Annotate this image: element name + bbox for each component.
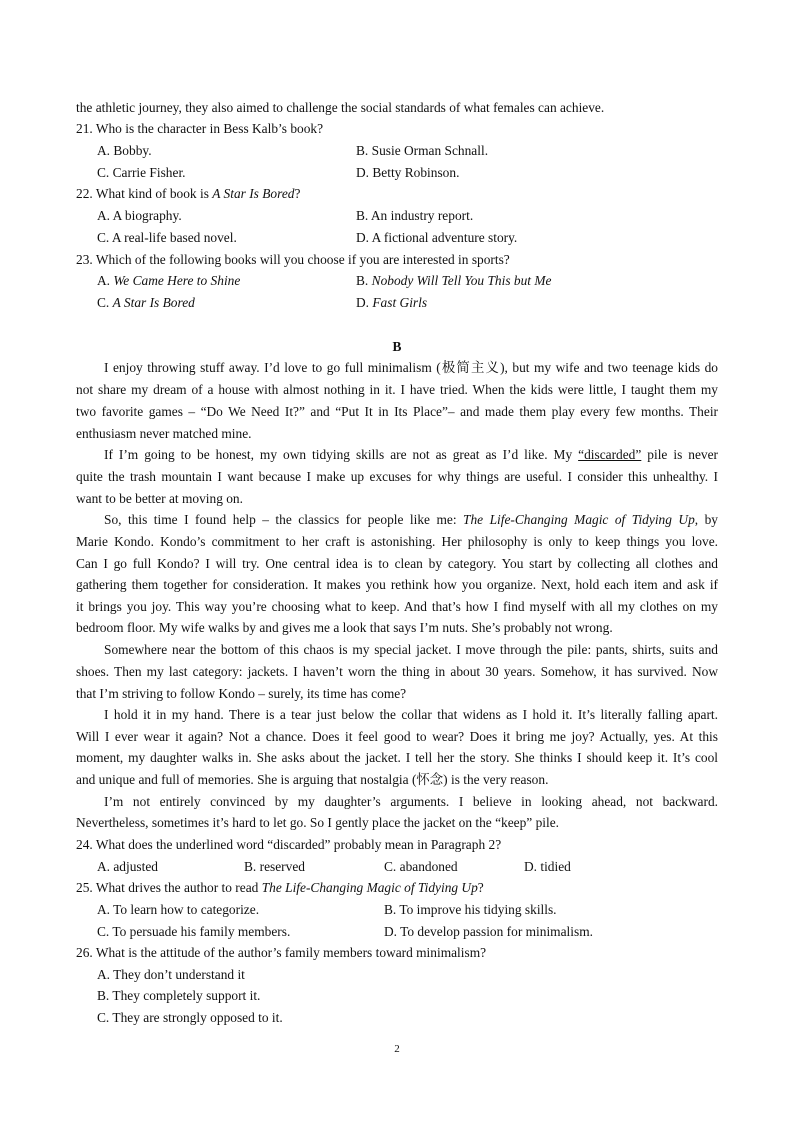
q22-suffix: ? xyxy=(294,186,301,201)
q25-option-d: D. To develop passion for minimalism. xyxy=(384,924,593,939)
q23-c-letter: C. xyxy=(97,295,113,310)
p3-line-2: Marie Kondo. Kondo’s commitment to her craft is astonishing. Her philosophy is only to keep things you love. xyxy=(76,534,718,549)
question-23: 23. Which of the following books will you choose if you are interested in sports? xyxy=(76,252,510,267)
q21-option-b: B. Susie Orman Schnall. xyxy=(356,143,489,158)
question-25 xyxy=(76,880,718,896)
q22-option-a: A. A biography. xyxy=(97,208,182,223)
q24-option-d: D. tidied xyxy=(524,859,571,874)
p3-line-4: gathering them together for consideration. It makes you rethink how you organize. Next, hold each item and ask if xyxy=(76,577,718,592)
p5-line-2: Will I ever wear it again? Not a chance. Does it feel good to wear? Does it bring me joy? Actually, yes. At this xyxy=(76,729,718,744)
q23-a-title: We Came Here to Shine xyxy=(113,273,241,288)
intro-line: the athletic journey, they also aimed to challenge the social standards of what females can achieve. xyxy=(76,100,605,115)
q24-option-a: A. adjusted xyxy=(97,859,158,874)
p3-line-5: it brings you joy. This way you’re choosing what to keep. And that’s how I find myself with all my clothes on my xyxy=(76,599,718,614)
q25-option-b: B. To improve his tidying skills. xyxy=(384,902,557,917)
section-heading-b: B xyxy=(392,339,402,354)
p3-line-1 xyxy=(104,512,718,528)
q22-prefix: 22. What kind of book is xyxy=(76,186,213,201)
p4-line-2: shoes. Then my last category: jackets. I haven’t worn the thing in about 30 years. Somehow, it has survived. Now xyxy=(76,664,718,679)
q23-b-title: Nobody Will Tell You This but Me xyxy=(371,273,552,288)
q23-a-letter: A. xyxy=(97,273,114,288)
q25-option-c: C. To persuade his family members. xyxy=(97,924,291,939)
q22-option-b: B. An industry report. xyxy=(356,208,474,223)
book-title-kondo: The Life-Changing Magic of Tidying Up xyxy=(463,512,695,527)
p5-line-4: and unique and full of memories. She is arguing that nostalgia (怀念) is the very reason. xyxy=(76,772,549,787)
p2-line-1-a: If I’m going to be honest, my own tidying skills are not as great as I’d like. My xyxy=(104,447,579,462)
q22-option-d: D. A fictional adventure story. xyxy=(356,230,518,245)
q26-option-c: C. They are strongly opposed to it. xyxy=(97,1010,283,1025)
p2-line-1 xyxy=(104,447,718,463)
p3-line-1-b: , by xyxy=(694,512,718,527)
underlined-word-discarded: “discarded” xyxy=(578,447,642,462)
q23-option-b xyxy=(356,273,551,289)
p2-line-2: quite the trash mountain I want because I make up excuses for why things are useful. I consider this unhealthy. I xyxy=(76,469,718,484)
p4-line-1: Somewhere near the bottom of this chaos is my special jacket. I move through the pile: pants, shirts, suits and xyxy=(104,642,718,657)
p1-line-2: not share my dream of a house with almost nothing in it. I have tried. When the kids were little, I taught them my xyxy=(76,382,718,397)
q25-prefix: 25. What drives the author to read xyxy=(76,880,262,895)
q25-book-title: The Life-Changing Magic of Tidying Up xyxy=(261,880,478,895)
q22-book-title: A Star Is Bored xyxy=(212,186,295,201)
p3-line-1-a: So, this time I found help – the classics for people like me: xyxy=(104,512,464,527)
p6-line-2: Nevertheless, sometimes it’s hard to let go. So I gently place the jacket on the “keep” pile. xyxy=(76,815,560,830)
q23-d-title: Fast Girls xyxy=(372,295,428,310)
q21-option-c: C. Carrie Fisher. xyxy=(97,165,186,180)
q25-option-a: A. To learn how to categorize. xyxy=(97,902,260,917)
q23-c-title: A Star Is Bored xyxy=(112,295,195,310)
q24-option-b: B. reserved xyxy=(244,859,305,874)
p4-line-3: that I’m striving to follow Kondo – surely, its time has come? xyxy=(76,686,407,701)
q21-option-a: A. Bobby. xyxy=(97,143,152,158)
q23-option-a xyxy=(97,273,240,289)
q26-option-b: B. They completely support it. xyxy=(97,988,261,1003)
p3-line-3: Can I go full Kondo? I will try. One central idea is to clean by category. You start by collecting all clothes and xyxy=(76,556,718,571)
q23-option-c xyxy=(97,295,195,311)
q22-option-c: C. A real-life based novel. xyxy=(97,230,237,245)
p6-line-1: I’m not entirely convinced by my daughter’s arguments. I believe in looking ahead, not backward. xyxy=(104,794,718,809)
page-number: 2 xyxy=(394,1043,400,1055)
q23-b-letter: B. xyxy=(356,273,372,288)
question-26: 26. What is the attitude of the author’s family members toward minimalism? xyxy=(76,945,487,960)
q23-d-letter: D. xyxy=(356,295,373,310)
question-24: 24. What does the underlined word “discarded” probably mean in Paragraph 2? xyxy=(76,837,502,852)
p3-line-6: bedroom floor. My wife walks by and gives me a look that says I’m nuts. She’s probably not wrong. xyxy=(76,620,613,635)
p1-line-1: I enjoy throwing stuff away. I’d love to go full minimalism (极简主义), but my wife and two teenage kids do xyxy=(104,360,718,375)
question-22 xyxy=(76,186,718,202)
q21-option-d: D. Betty Robinson. xyxy=(356,165,460,180)
q26-option-a: A. They don’t understand it xyxy=(97,967,245,982)
p2-line-1-c: pile is never xyxy=(641,447,718,462)
q25-suffix: ? xyxy=(477,880,484,895)
p1-line-4: enthusiasm never matched mine. xyxy=(76,426,252,441)
p5-line-1: I hold it in my hand. There is a tear just below the collar that widens as I hold it. It’s literally falling apart. xyxy=(104,707,718,722)
p2-line-3: want to be better at moving on. xyxy=(76,491,243,506)
p5-line-3: moment, my daughter walks in. She asks about the jacket. I tell her the story. She thinks I should keep it. It’s cool xyxy=(76,750,718,765)
p1-line-3: two favorite games – “Do We Need It?” and “Put It in Its Place”– and made them play every few months. Their xyxy=(76,404,718,419)
question-21: 21. Who is the character in Bess Kalb’s book? xyxy=(76,121,324,136)
q23-option-d xyxy=(356,295,427,311)
q24-option-c: C. abandoned xyxy=(384,859,458,874)
